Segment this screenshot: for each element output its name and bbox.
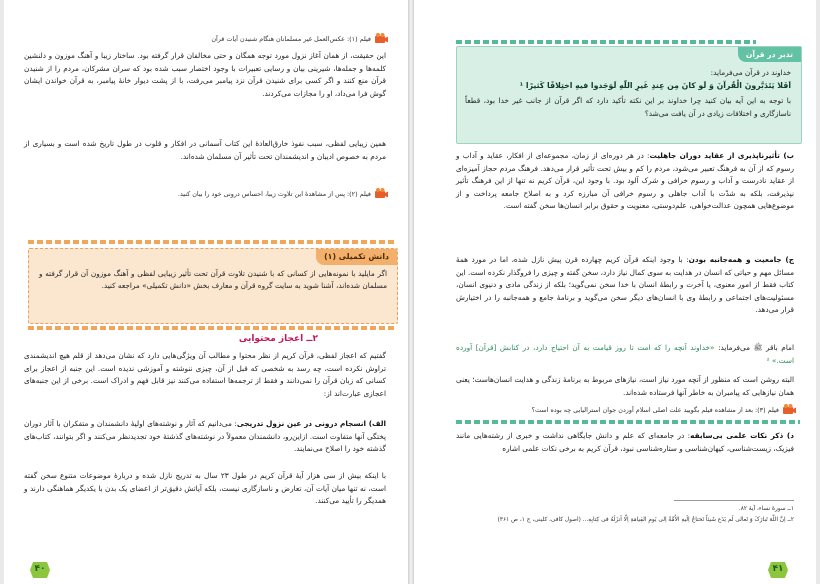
film-camera-icon[interactable] (783, 404, 796, 415)
film-3-row[interactable] (532, 404, 796, 415)
section-title: ۲ــ اعجاز محتوایی (238, 334, 318, 344)
film-2-row[interactable] (178, 188, 388, 199)
paragraph-b (456, 150, 794, 213)
page-number: ۴۰ (34, 564, 46, 574)
subhead-b: ب) تأثیرناپذیری از عقاید دوران جاهلیت (649, 151, 794, 160)
reflection-intro: خداوند در قرآن می‌فرماید: (710, 68, 791, 77)
reflection-question: با توجه به این آیه بیان کنید چرا خداوند بر این نکته تأکید دارد که اگر قرآن از جانب غیر خدا بود، قطعاً ناسازگاری و اختلافات زیادی در آن یافت می‌شد؟ (465, 96, 791, 118)
decorative-divider (28, 240, 396, 244)
right-page (414, 0, 816, 584)
film-camera-icon[interactable] (375, 188, 388, 199)
page-number: ۴۱ (772, 564, 784, 574)
paragraph-3: گفتیم که اعجاز لفظی، قرآن کریم از نظر محتوا و مطالب آن ویژگی‌هایی دارد که نشان می‌دهد از قلم هیچ اندیشمندی تراوش نکرده است، چه رسد به شخصی که قبل از آن، چیزی ننوشته و آموزشی ندیده است. این جنبه از اعجاز برای کسانی که زبان قرآن را نمی‌دانند و فقط از ترجمه‌ها استفاده می‌کنند نیز قابل فهم و ادراک است. برخی از این جنبه‌های اعجازی عبارت‌اند از: (24, 351, 386, 398)
film-camera-icon[interactable] (375, 33, 388, 44)
paragraph-needs: البته روشن است که منظور از آنچه مورد نیاز است، نیازهای مربوط به برنامهٔ زندگی و هدایت انسان‌هاست؛ یعنی همان نیازهایی که پیامبران به خاطر آنها فرستاده شده‌اند. (456, 375, 794, 397)
footnote-1: ۱ــ سورهٔ نساء، آیهٔ ۸۲. (738, 506, 794, 512)
page-number-badge (768, 562, 788, 578)
hadith-intro: امام باقر ﷺ می‌فرماید: (718, 343, 794, 352)
quran-verse: اَفَلا يَتَدَبَّرونَ الْقُرآنَ وَ لَو كانَ مِن عِندِ غَيرِ اللّهِ لَوَجَدوا فيهِ اختِلافًا كَثيرًا ¹ (519, 80, 791, 90)
info-box-text: اگر مایلید با نمونه‌هایی از کسانی که با شنیدن تلاوت قرآن تحت تأثیر زیبایی لفظی و آهنگ موزون آن قرار گرفته و مسلمان شده‌اند، آشنا شوید به سایت گروه قرآن و معارف بخش «دانش تکمیلی» مراجعه کنید. (39, 269, 387, 291)
subhead-a: الف) انسجام درونی در عین نزول تدریجی (236, 419, 386, 428)
paragraph-c-body: : با وجود اینکه قرآن کریم چهارده قرن پیش نازل شده، اما در مورد همهٔ مسائل مهم و حیاتی که انسان در هدایت به سوی کمال نیاز دارد، سخن گفته و چیزی را فروگذار نکرده است. این کتاب فقط از امور معنوی، یا آخرت و رابطهٔ انسان با خدا سخن نمی‌گوید؛ بلکه از زندگی مادی و دنیوی انسان، مسئولیت‌های اجتماعی و رابطهٔ وی با انسان‌های دیگر سخن می‌گوید و برنامهٔ جامع و همه‌جانبه را در اختیارش قرار می‌دهد. (456, 255, 794, 315)
paragraph-c (456, 254, 794, 317)
info-box-title: دانش تکمیلی (۱) (316, 249, 397, 265)
page-number-badge (30, 562, 50, 578)
decorative-divider (456, 420, 800, 424)
decorative-divider (28, 326, 396, 330)
paragraph-d (456, 430, 794, 455)
reflection-box-title: تدبر در قرآن (738, 47, 801, 62)
subhead-c: ج) جامعیت و همه‌جانبه بودن (688, 255, 794, 264)
paragraph-5: با اینکه بیش از سی هزار آیهٔ قرآن کریم در طول ۲۳ سال به تدریج نازل شده و دربارهٔ موضوعات متنوع سخن گفته است، نه تنها میان آیات آن، تعارض و ناسازگاری نیست، بلکه آیاتش دقیق‌تر از اعضای یک بدن با یکدیگر هماهنگی دارند و همدیگر را تأیید می‌کنند. (24, 471, 386, 506)
paragraph-b-body: : در هر دوره‌ای از زمان، مجموعه‌ای از افکار، عقاید و آداب و رسوم که از آن به فرهنگ تعبیر می‌شود، مردم را کم و بیش تحت تأثیر قرار می‌دهد. فرهنگ مردم حجاز آمیزه‌ای از عقاید نادرست و آداب و رسوم خرافی و شرک آلود بود. با وجود این، قرآن کریم نه تنها از این فرهنگ تأثیر نپذیرفت، بلکه به شدّت با آداب جاهلی و رسوم خرافی آن مبارزه کرد و به اصلاح جامعه پرداخت و از موضوع‌هایی همچون عدالت‌خواهی، علم‌دوستی، معنویت و حقوق برابر انسان‌ها سخن گفته است. (456, 151, 794, 211)
paragraph-4-body: : می‌دانیم که آثار و نوشته‌های اولیهٔ دانشمندان و متفکران با آثار دوران پختگی آنها متفاوت است. ازاین‌رو، دانشمندان معمولاً در نوشته‌های گذشتهٔ خود تجدیدنظر می‌کنند و اگر بتوانند، کتاب‌های گذشته خود را اصلاح می‌نمایند. (24, 419, 386, 454)
film-1-row[interactable] (211, 33, 388, 44)
subhead-d: د) ذکر نکات علمی بی‌سابقه (690, 431, 794, 440)
paragraph-1: این حقیقت، از همان آغاز نزول مورد توجه همگان و حتی مخالفان قرار گرفته بود. ساختار زیبا و آهنگ موزون و دلنشین کلمه‌ها و جمله‌ها، شیرینی بیان و رسایی تعبیرات با وجود اختصار سبب شده بود که سران مشرکان، مردم را از شنیدن قرآن منع کنند و اگر کسی برای شنیدن قرآن نزد پیامبر می‌رفت، با از پشت دیوار خانهٔ پیامبر، به قرآن خواندن ایشان گوش فرا می‌داد، او را مجازات می‌کردند. (24, 51, 386, 98)
hadith-paragraph (456, 342, 794, 367)
hadith-text: «خداوند آنچه را که امت تا روز قیامت به آن احتیاج دارد، در کتابش [قرآن] آورده است.» ² (456, 343, 794, 365)
footnote-2: ۲ــ اِنَّ اللّهَ تَبارَکَ وَ تَعالی لَم یَدَع شَیئاً تَحتاجُ اِلَیهِ الاُمَّةُ اِلی یَومِ القِیامَةِ اِلّا اَنزَلَهُ فی کِتابِهِ... (اصول کافی، کلینی، ج ۱، ص ۳۶۱) (497, 517, 794, 523)
film-3-caption: فیلم (۳): بعد از مشاهده فیلم بگویید علت اصلی اسلام آوردن جوان استرالیایی چه بوده است؟ (531, 405, 779, 414)
footnote-separator (674, 500, 794, 501)
film-1-caption: فیلم (۱): عکس‌العمل غیر مسلمانان هنگام شنیدن آیات قرآن (211, 34, 371, 43)
paragraph-4 (24, 418, 386, 456)
paragraph-2: همین زیبایی لفظی، سبب نفوذ خارق‌العادهٔ این کتاب آسمانی در افکار و قلوب در طول تاریخ شده است و بسیاری از مردم به خصوص ادیبان و اندیشمندان تحت تأثیر آن مسلمان شده‌اند. (24, 139, 386, 161)
decorative-divider (456, 40, 756, 44)
paragraph-d-body: : در جامعه‌ای که علم و دانش جایگاهی نداشت و خبری از رشته‌هایی مانند فیزیک، زیست‌شناسی، کیهان‌شناسی و ستاره‌شناسی نبود، قرآن کریم به برخی نکات علمی اشاره (456, 431, 794, 453)
left-page (4, 0, 408, 584)
supplementary-knowledge-box (28, 248, 398, 324)
film-2-caption: فیلم (۲): پس از مشاهدهٔ این تلاوت زیبا، احساس درونی خود را بیان کنید. (177, 189, 371, 198)
reflection-box (456, 46, 802, 144)
